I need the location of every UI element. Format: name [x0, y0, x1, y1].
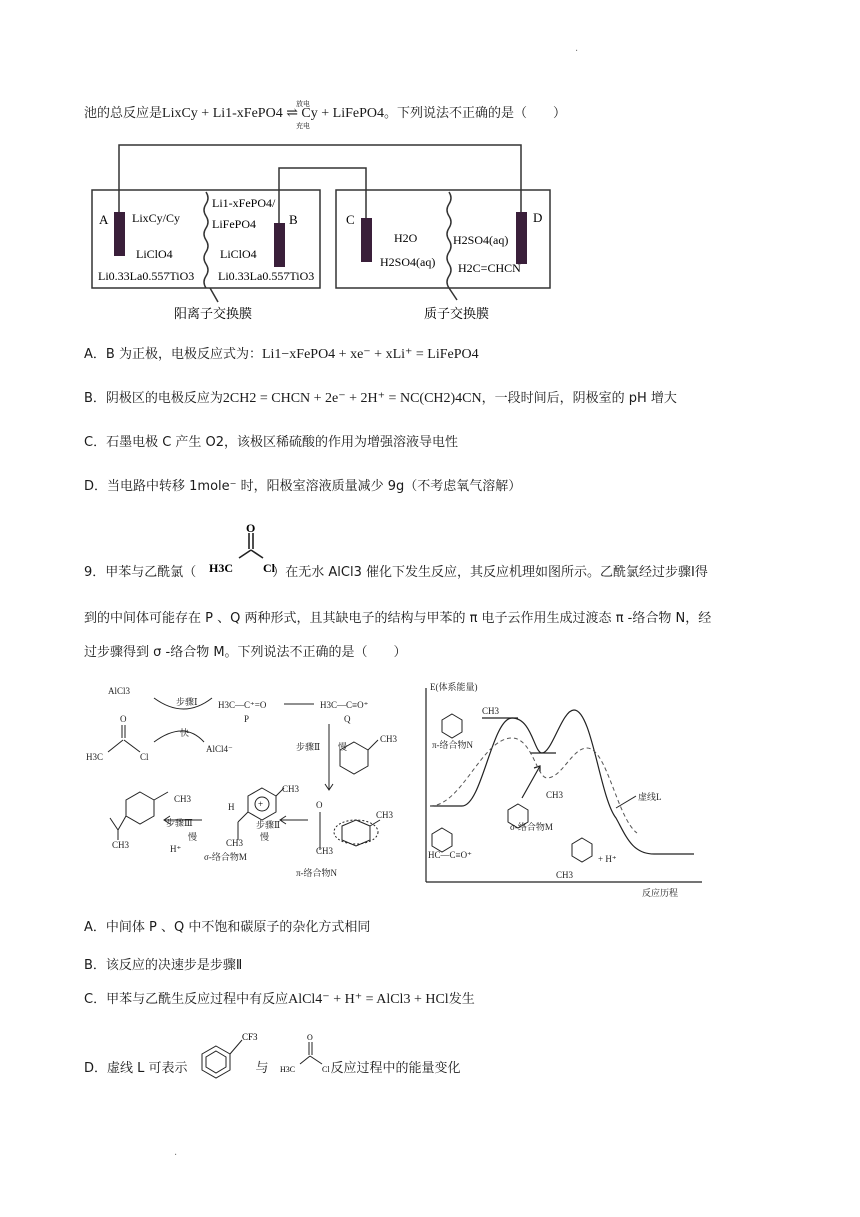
- q8-option-b: B．阴极区的电极反应为2CH2 = CHCN + 2e⁻ + 2H⁺ = NC(CH2)4CN，一段时间后，阴极室的 pH 增大: [84, 391, 677, 406]
- left-line2: LiClO4: [136, 247, 173, 261]
- svg-text:慢: 慢: [188, 832, 198, 842]
- electrode-d: [516, 212, 527, 264]
- q9-line1: 9．甲苯与乙酰氯（ ）在无水 AlCl3 催化下发生反应，其反应机理如图所示。乙酰氯经过步骤Ⅰ得: [84, 565, 708, 580]
- mid-line4: Li0.33La0.557TiO3: [218, 269, 315, 283]
- svg-text:CH3: CH3: [226, 838, 244, 848]
- svg-text:H3C—C≡O⁺: H3C—C≡O⁺: [320, 700, 369, 710]
- svg-text:虚线L: 虚线L: [638, 792, 662, 802]
- svg-text:Cl: Cl: [140, 752, 149, 762]
- q8-option-a: A．B 为正极，电极反应式为：Li1−xFePO4 + xe⁻ + xLi⁺ = LiFePO4: [84, 347, 479, 362]
- svg-text:快: 快: [180, 728, 190, 738]
- mid-line2: LiFePO4: [212, 217, 257, 231]
- svg-text:CH3: CH3: [112, 840, 130, 850]
- right-right-line2: H2C=CHCN: [458, 261, 521, 275]
- electrolysis-diagram: [88, 140, 558, 330]
- svg-text:+ H⁺: + H⁺: [598, 854, 617, 864]
- arrow-top-label: 放电: [296, 100, 310, 108]
- acetyl-chloride-small: [276, 1030, 348, 1078]
- q8-intro-prefix: 池的总反应是: [84, 106, 163, 121]
- svg-text:H3C: H3C: [209, 561, 233, 575]
- svg-text:H3C: H3C: [86, 752, 104, 762]
- svg-text:O: O: [120, 714, 127, 724]
- svg-text:CH3: CH3: [380, 734, 398, 744]
- q9-option-c: C．甲苯与乙酰生反应过程中有反应AlCl4⁻ + H⁺ = AlCl3 + HCl发生: [84, 992, 475, 1007]
- right-left-line2: H2SO4(aq): [380, 255, 436, 269]
- trifluorotoluene-structure: [196, 1028, 266, 1080]
- left-line3: Li0.33La0.557TiO3: [98, 269, 195, 283]
- svg-text:Q: Q: [344, 714, 351, 724]
- q8-option-c: C．石墨电极 C 产生 O2，该极区稀硫酸的作用为增强溶液导电性: [84, 435, 459, 450]
- svg-text:CH3: CH3: [556, 870, 574, 880]
- membrane-2-label: 质子交换膜: [424, 307, 490, 322]
- svg-text:O: O: [307, 1033, 313, 1042]
- svg-text:E(体系能量): E(体系能量): [430, 682, 478, 692]
- arrow-bottom-label: 充电: [296, 122, 310, 130]
- svg-text:+: +: [258, 799, 264, 809]
- right-left-line1: H2O: [394, 231, 418, 245]
- svg-text:O: O: [246, 521, 256, 535]
- svg-text:步骤Ⅱ: 步骤Ⅱ: [296, 742, 321, 752]
- q8-intro-suffix: 。下列说法不正确的是（ ）: [384, 106, 567, 121]
- svg-text:HC—C≡O⁺: HC—C≡O⁺: [428, 850, 472, 860]
- svg-text:Cl: Cl: [263, 561, 275, 575]
- energy-diagram: [422, 678, 712, 898]
- q8-intro-reaction: LixCy + Li1-xFePO4 ⇌ Cy + LiFePO4: [162, 106, 384, 121]
- q8-option-d: D．当电路中转移 1mole⁻ 时，阳极室溶液质量减少 9g（不考虑氧气溶解）: [84, 479, 522, 494]
- mid-line3: LiClO4: [220, 247, 257, 261]
- svg-text:H⁺: H⁺: [170, 844, 182, 854]
- q9-option-b: B．该反应的决速步是步骤Ⅱ: [84, 958, 243, 973]
- svg-text:CH3: CH3: [316, 846, 334, 856]
- svg-text:AlCl3: AlCl3: [108, 686, 131, 696]
- svg-text:CH3: CH3: [174, 794, 192, 804]
- svg-text:CF3: CF3: [242, 1032, 258, 1042]
- svg-text:H3C—C⁺=O: H3C—C⁺=O: [218, 700, 267, 710]
- svg-text:Cl: Cl: [322, 1065, 330, 1074]
- electrode-a: [114, 212, 125, 256]
- membrane-1-label: 阳离子交换膜: [174, 307, 253, 322]
- q9-line2: 到的中间体可能存在 P 、Q 两种形式，且其缺电子的结构与甲苯的 π 电子云作用生成过渡态 π -络合物 N，经: [84, 611, 712, 626]
- svg-text:AlCl4⁻: AlCl4⁻: [206, 744, 233, 754]
- svg-text:H: H: [228, 802, 235, 812]
- svg-text:CH3: CH3: [482, 706, 500, 716]
- svg-text:O: O: [316, 800, 323, 810]
- q9-option-a: A．中间体 P 、Q 中不饱和碳原子的杂化方式相同: [84, 920, 371, 935]
- label-d: D: [533, 210, 543, 225]
- svg-text:慢: 慢: [260, 832, 270, 842]
- bottom-mark: ·: [174, 1150, 178, 1161]
- svg-text:步骤Ⅲ: 步骤Ⅲ: [166, 818, 193, 828]
- mid-line1: Li1-xFePO4/: [212, 196, 276, 210]
- svg-text:反应历程: 反应历程: [642, 888, 679, 898]
- svg-text:步骤Ⅱ: 步骤Ⅱ: [256, 820, 281, 830]
- electrode-b: [274, 223, 285, 267]
- svg-text:σ-络合物M: σ-络合物M: [204, 852, 247, 862]
- label-a: A: [99, 212, 109, 227]
- svg-text:P: P: [244, 714, 250, 724]
- electrode-c: [361, 218, 372, 262]
- q9-line3: 过步骤得到 σ -络合物 M。下列说法不正确的是（ ）: [84, 645, 407, 660]
- svg-text:π-络合物N: π-络合物N: [296, 868, 338, 878]
- svg-text:π-络合物N: π-络合物N: [432, 740, 474, 750]
- svg-text:CH3: CH3: [376, 810, 394, 820]
- label-b: B: [289, 212, 298, 227]
- svg-text:慢: 慢: [338, 742, 348, 752]
- top-mark: ·: [575, 46, 579, 57]
- mechanism-scheme: [84, 680, 414, 885]
- q9-option-d: D．虚线 L 可表示 与 反应过程中的能量变化: [84, 1061, 461, 1076]
- left-line1: LixCy/Cy: [132, 211, 181, 225]
- svg-text:CH3: CH3: [282, 784, 300, 794]
- acetyl-chloride-structure: [205, 520, 281, 582]
- q8-intro: [84, 104, 566, 124]
- svg-text:H3C: H3C: [280, 1065, 296, 1074]
- svg-text:σ-络合物M: σ-络合物M: [510, 822, 553, 832]
- right-right-line1: H2SO4(aq): [453, 233, 509, 247]
- label-c: C: [346, 212, 355, 227]
- svg-text:CH3: CH3: [546, 790, 564, 800]
- svg-text:步骤Ⅰ: 步骤Ⅰ: [176, 697, 198, 707]
